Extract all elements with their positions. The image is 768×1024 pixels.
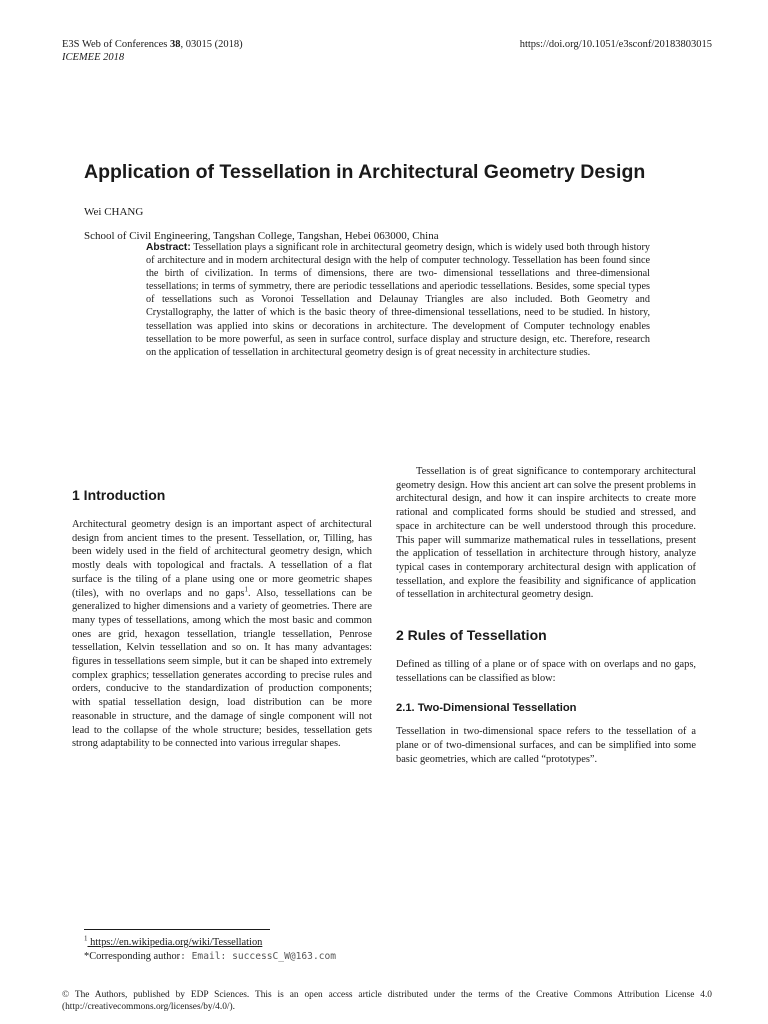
abstract-label: Abstract: (146, 242, 191, 253)
corresponding-email[interactable]: : Email: successC_W@163.com (180, 951, 337, 962)
subsection-heading-2d: 2.1. Two-Dimensional Tessellation (396, 702, 577, 715)
doi-link[interactable]: https://doi.org/10.1051/e3sconf/20183803015 (519, 39, 712, 50)
section-heading-rules: 2 Rules of Tessellation (396, 627, 547, 644)
journal-volume: 38 (170, 39, 181, 50)
author-affiliation: School of Civil Engineering, Tangshan College, Tangshan, Hebei 063000, China (84, 230, 439, 242)
running-header-left (62, 38, 243, 64)
corresponding-author: *Corresponding author: Email: successC_W@163.com (84, 951, 337, 962)
footnote-reference[interactable]: 1 (244, 585, 248, 594)
conference-name: ICEMEE 2018 (62, 52, 125, 63)
author-name: Wei CHANG (84, 206, 144, 218)
footnote-divider (84, 929, 270, 930)
intro-paragraph-1: Architectural geometry design is an important aspect of architectural design from ancient times to the present. Tessellation, or, Tilling, has been widely used in the field of architectural geometry design, which mostly deals with topological and fractals. A tessellation of a flat surface is the tiling of a plane using one or more geometric shapes (tiles), with no overlaps and no gaps$^1$. Also, tessellations can be generalized to higher dimensions and a variety of geometries. There are many types of tessellations, among which the most basic and common ones are grid, hexagon tessellation, triangle tessellation, Penrose tessellation, Kelvin tessellation and so on. It has many advantages: figures in tessellations seem simple, but it can be shaped into extremely complex graphics; tessellation generates according to precise rules and orders, conducive to the standardization of production components; with spatial tessellation design, load distribution can be more reasonable in structure, and the damage of single component will not lead to the collapse of the whole structure; besides, tessellation gets strong adaptability to be connected into various irregular shapes. (72, 519, 372, 750)
footnote-1-link[interactable]: https://en.wikipedia.org/wiki/Tessellation (87, 937, 263, 948)
intro-paragraph-2: Tessellation is of great significance to contemporary architectural geometry design. How this ancient art can solve the present problems in architectural design, and how it can inspire architects to create more rational and complicated forms should be studied and stressed, and space in architecture can be well understood through this procedure. This paper will summarize mathematical rules in tessellations, present the application of tessellation in architecture through history, analyze typical cases in contemporary architectural design with application of tessellation, and explore the feasibility and significance of application of tessellation in architectural geometry design. (396, 466, 696, 601)
right-column (396, 465, 696, 767)
section-heading-introduction: 1 Introduction (72, 487, 166, 503)
footnotes (84, 936, 336, 964)
journal-citation: E3S Web of Conferences 38, 03015 (2018) (62, 39, 243, 50)
abstract-text: Tessellation plays a significant role in architectural geometry design, which is widely used both through history of architecture and in modern architectural design with the help of computer technology. Tessellation has been found since the birth of civilization. In terms of dimensions, there are two- dimensional tessellations and three-dimensional tessellations; in terms of symmetry, there are periodic tessellations and aperiodic tessellations. Besides, some special types of tessellations such as Voronoi Tessellation and Delaunay Triangles are also included. Both Geometry and Crystallography, the latter of which is the basic theory of three-dimensional tessellations, need to be studied. In history, tessellation was applied into skins or decorations in architecture. The development of Computer technology enables tessellation to be more powerful, as seen in surface control, surface display and structure design, etc. Therefore, research on the application of tessellation in architectural geometry design is of great necessity in architecture studies. (146, 242, 650, 358)
rules-paragraph: Defined as tilling of a plane or of space with on overlaps and no gaps, tessellations can be classified as blow: (396, 659, 696, 684)
paper-title: Application of Tessellation in Architectural Geometry Design (84, 161, 646, 183)
2d-tessellation-paragraph: Tessellation in two-dimensional space refers to the tessellation of a plane or of two-dimensional surfaces, and can be simplified into some basic geometries, which are called “prototypes”. (396, 726, 696, 765)
left-column (72, 487, 372, 751)
abstract (146, 241, 650, 359)
footnote-1: $^1$ https://en.wikipedia.org/wiki/Tessellation (84, 934, 263, 948)
license-notice: © The Authors, published by EDP Sciences. This is an open access article distributed under the terms of the Creative Commons Attribution License 4.0 (http://creativecommons.org/licenses/by/4.0/). (62, 990, 712, 1013)
